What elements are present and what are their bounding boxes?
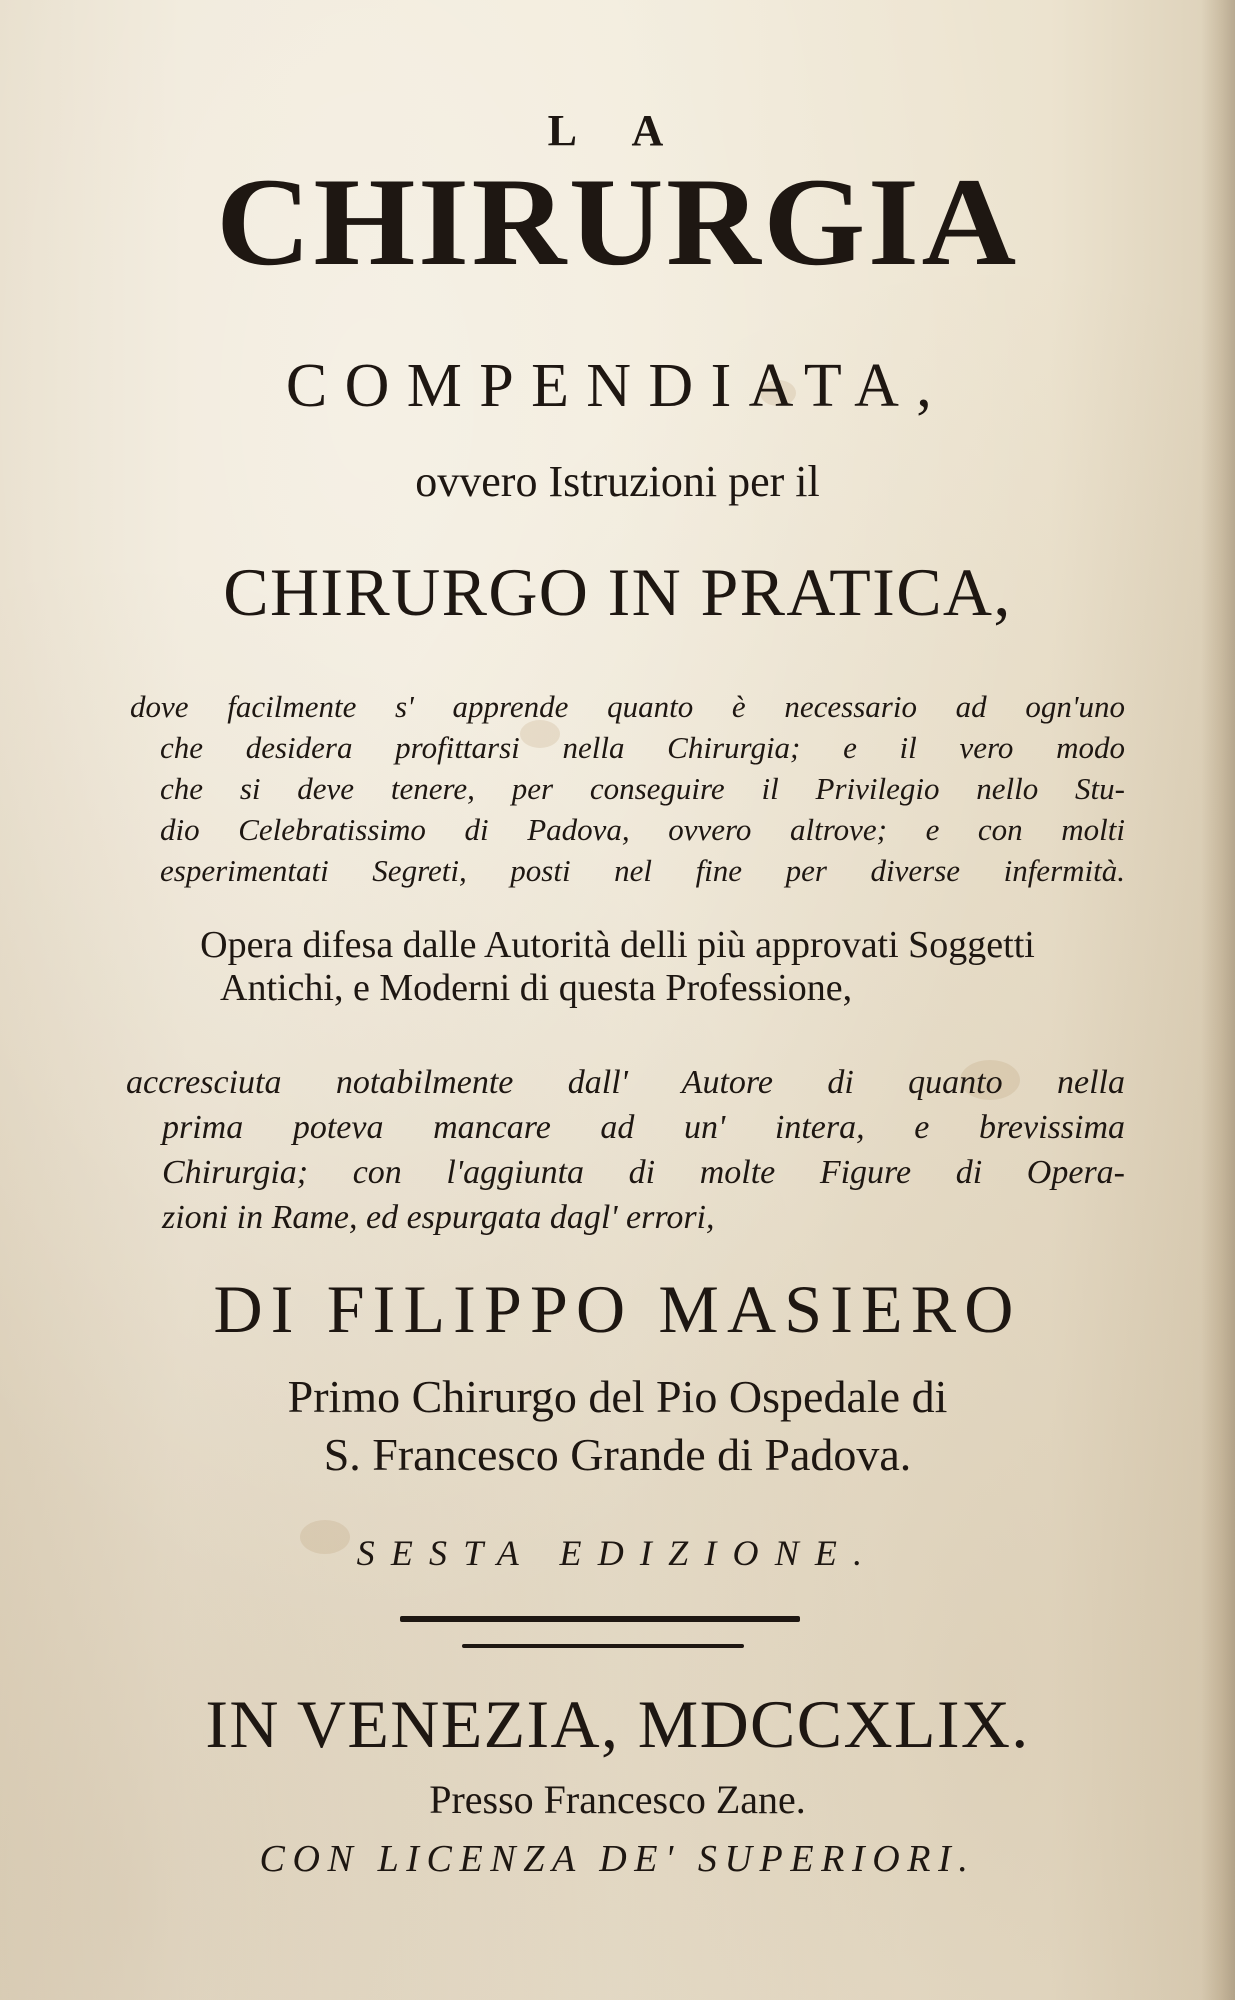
- augment-block: [126, 1060, 1125, 1240]
- title-article: L A: [547, 106, 688, 155]
- license: CON LICENZA DE' SUPERIORI.: [259, 1838, 976, 1880]
- author-role-line: S. Francesco Grande di Padova.: [323, 1429, 912, 1480]
- main-title: CHIRURGIA: [216, 153, 1019, 292]
- ornamental-rule: [462, 1644, 744, 1648]
- description-block: [126, 686, 1125, 891]
- description-line: dove facilmente s' apprende quanto è necessario ad ogn'uno: [130, 689, 1125, 724]
- author-role-line: Primo Chirurgo del Pio Ospedale di: [287, 1371, 948, 1422]
- description-line: esperimentati Segreti, posti nel fine per diverse infermità.: [160, 853, 1125, 888]
- opera-line: Opera difesa dalle Autorità delli più approvati Soggetti: [200, 924, 1035, 966]
- augment-line: accresciuta notabilmente dall' Autore di quanto nella: [126, 1064, 1125, 1101]
- augment-line: zioni in Rame, ed espurgata dagl' errori,: [162, 1199, 715, 1236]
- description-line: che si deve tenere, per conseguire il Privilegio nello Stu-: [160, 771, 1125, 806]
- augment-line: prima poteva mancare ad un' intera, e brevissima: [162, 1109, 1125, 1146]
- description-line: che desidera profittarsi nella Chirurgia; e il vero modo: [160, 730, 1125, 765]
- subtitle: COMPENDIATA,: [285, 352, 950, 420]
- edition: SESTA EDIZIONE.: [356, 1533, 879, 1573]
- page-edge-shadow: [1201, 0, 1235, 2000]
- imprint-place-date: IN VENEZIA, MDCCXLIX.: [205, 1686, 1030, 1762]
- tagline: ovvero Istruzioni per il: [415, 457, 820, 506]
- augment-line: Chirurgia; con l'aggiunta di molte Figure di Opera-: [162, 1154, 1125, 1191]
- publisher: Presso Francesco Zane.: [429, 1777, 806, 1822]
- ornamental-rule: [400, 1616, 800, 1622]
- author-name: DI FILIPPO MASIERO: [213, 1271, 1022, 1347]
- heading: CHIRURGO IN PRATICA,: [223, 554, 1012, 630]
- opera-line: Antichi, e Moderni di questa Professione,: [220, 967, 853, 1009]
- description-line: dio Celebratissimo di Padova, ovvero altrove; e con molti: [160, 812, 1125, 847]
